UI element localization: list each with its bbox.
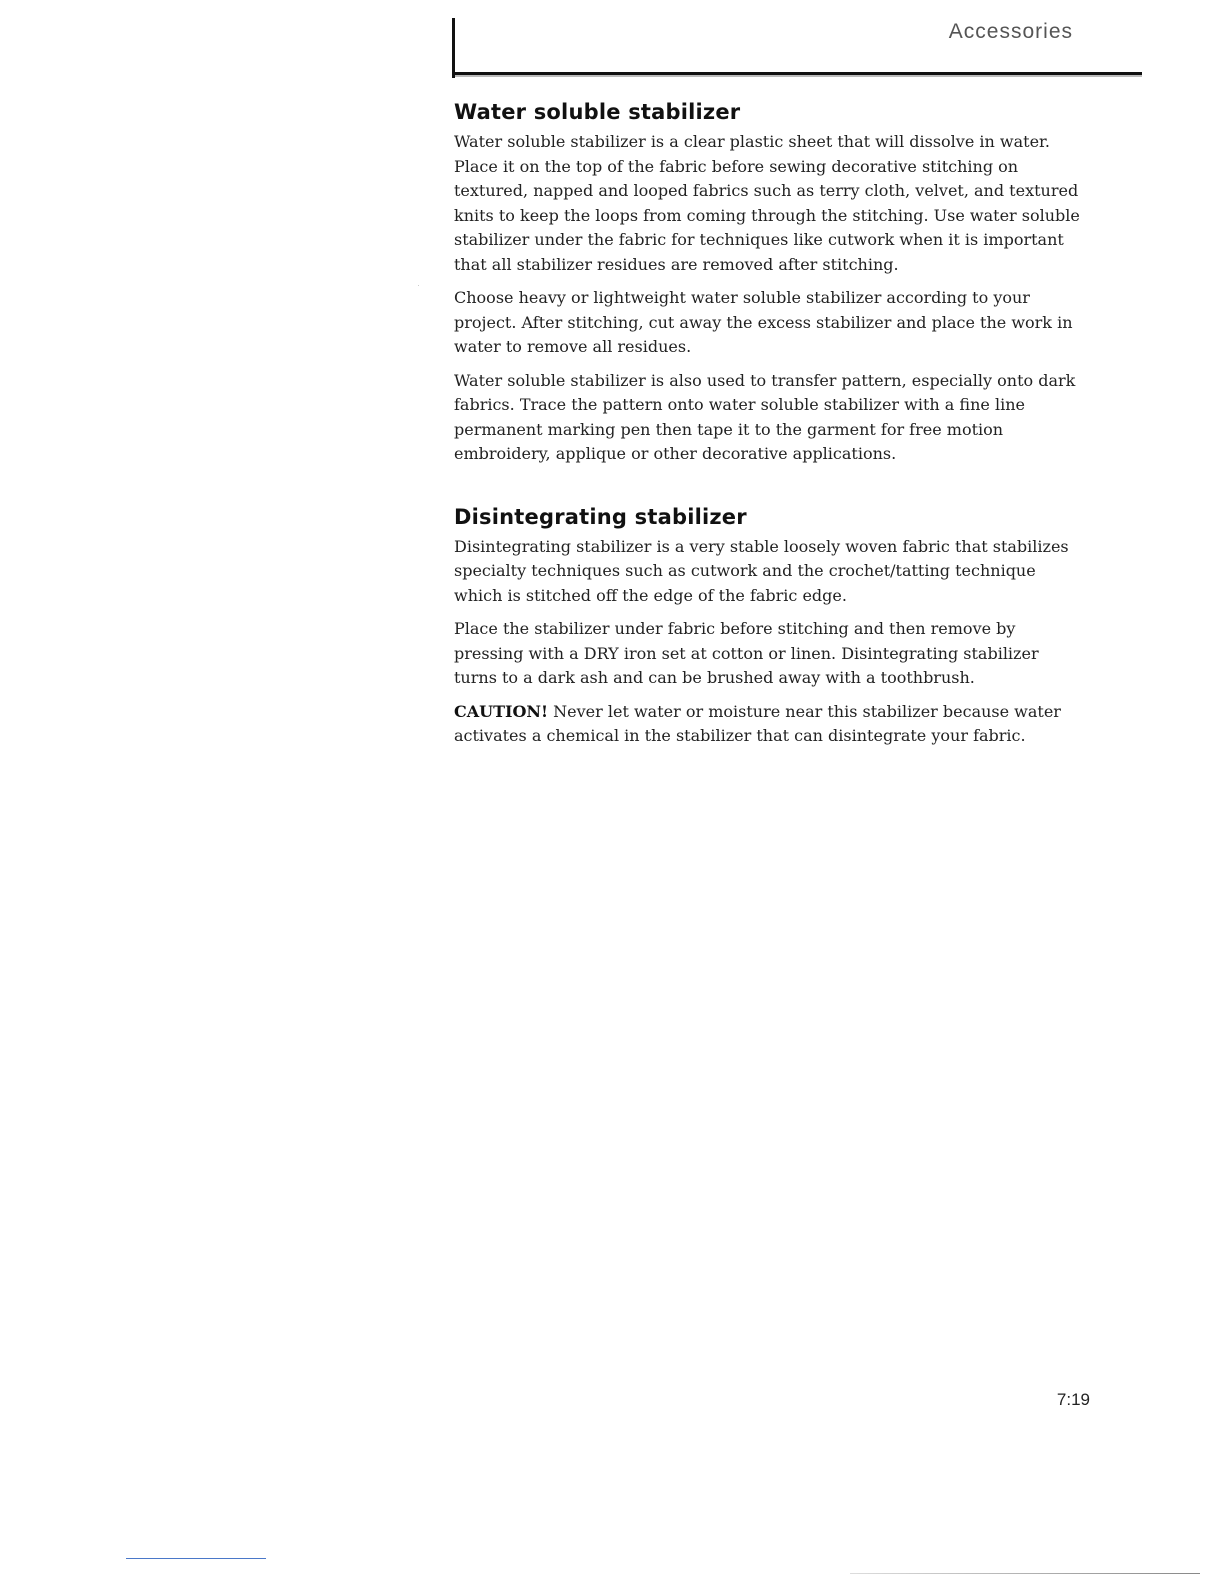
- scan-speck: [418, 285, 419, 286]
- section-heading: Disintegrating stabilizer: [454, 504, 747, 529]
- section-heading: Water soluble stabilizer: [454, 100, 741, 124]
- body-paragraph: Water soluble stabilizer is a clear plastic sheet that will dissolve in water. Place it on the top of the fabric before sewing decorative stitching on textured, napped and looped fabrics such as terry cloth, velvet, and textured knits to keep the loops from coming through the stitching. Use water soluble stabilizer under the fabric for techniques like cutwork when it is important that all stabilizer residues are removed after stitching.: [454, 132, 1080, 274]
- body-paragraph: Place the stabilizer under fabric before stitching and then remove by pressing with a DRY iron set at cotton or linen. Disintegrating stabilizer turns to a dark ash and can be brushed away with a toothbrush.: [454, 619, 1039, 687]
- section-water-soluble-stabilizer: [454, 100, 1084, 467]
- body-paragraph: Water soluble stabilizer is also used to transfer pattern, especially onto dark fabrics. Trace the pattern onto water soluble stabilizer with a fine line permanent marking pen then tape it to the garment for free motion embroidery, applique or other decorative applications.: [454, 370, 1076, 463]
- page-number: 7:19: [1056, 1390, 1090, 1409]
- caution-label: CAUTION!: [454, 701, 549, 721]
- caution-text: Never let water or moisture near this stabilizer because water activates a chemical in the stabilizer that can disintegrate your fabric.: [454, 701, 1061, 745]
- caution-paragraph: [454, 700, 1084, 749]
- section-disintegrating-stabilizer: [454, 505, 1084, 749]
- body-paragraph: Disintegrating stabilizer is a very stable loosely woven fabric that stabilizes specialty techniques such as cutwork and the crochet/tatting technique which is stitched off the edge of the fabric edge.: [454, 536, 1069, 605]
- header-vertical-rule: [452, 18, 455, 78]
- header-rule-shadow: [455, 75, 1142, 77]
- scan-artifact-line: [126, 1558, 266, 1559]
- page-content: [454, 100, 1084, 758]
- chapter-label: Accessories: [948, 20, 1073, 43]
- scan-artifact-line: [850, 1573, 1200, 1574]
- body-paragraph: Choose heavy or lightweight water soluble stabilizer according to your project. After stitching, cut away the excess stabilizer and place the work in water to remove all residues.: [454, 288, 1073, 356]
